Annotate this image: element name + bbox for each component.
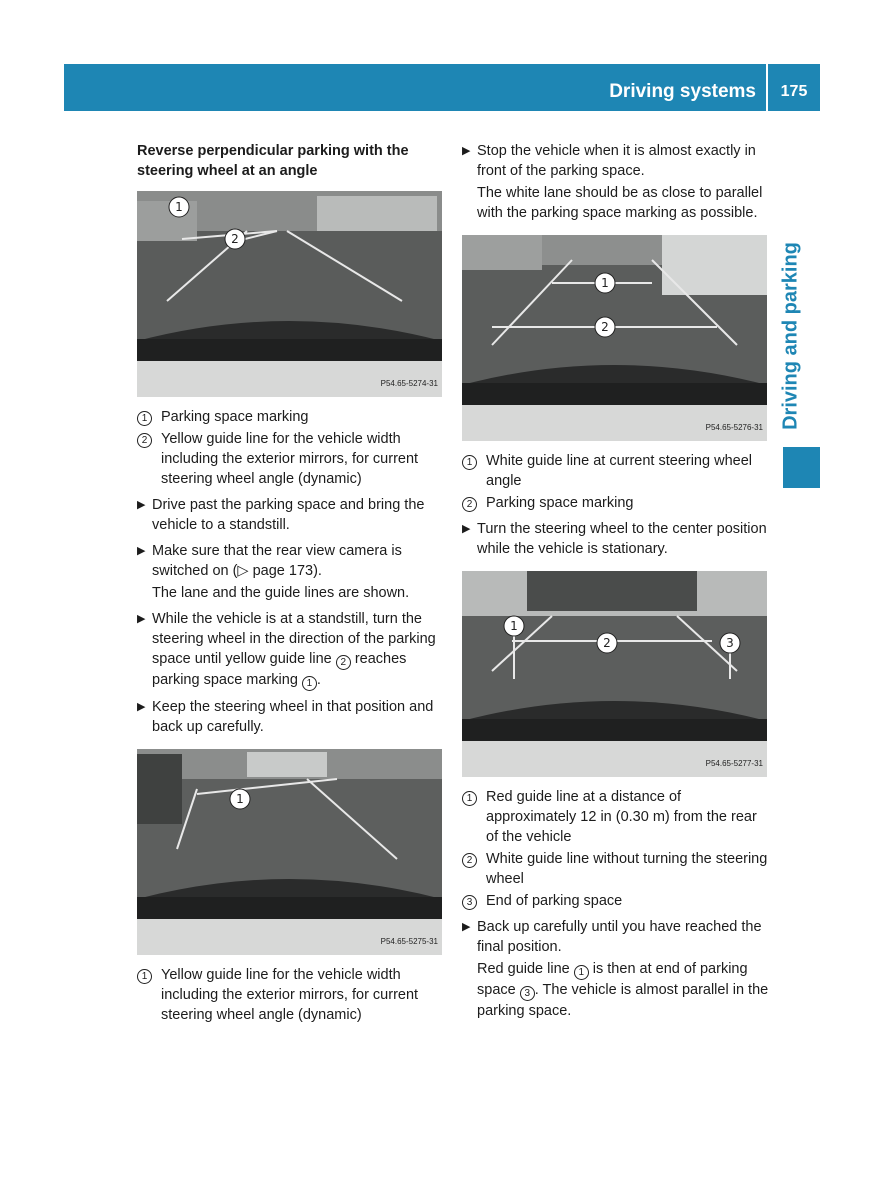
step-text-part: While the vehicle is at a standstill, turn the steering wheel in the direction of the parking space until yellow guide line	[152, 611, 436, 667]
step-arrow-icon: ▶	[137, 499, 146, 511]
camera-figure-3	[462, 235, 767, 441]
legend-item	[462, 493, 770, 513]
instruction-step	[137, 697, 445, 737]
callout-2: 2	[603, 636, 611, 650]
callout-1: 1	[510, 619, 518, 633]
side-tab	[770, 232, 812, 440]
callout-3: 3	[726, 636, 734, 650]
legend-text: White guide line at current steering wheel angle	[486, 453, 752, 489]
callout-2: 2	[231, 232, 239, 246]
instruction-step	[462, 519, 770, 559]
inline-callout: 1	[574, 965, 589, 980]
step-text: Keep the steering wheel in that position and back up carefully.	[152, 699, 434, 735]
legend-number: 2	[462, 497, 477, 512]
step-text: Drive past the parking space and bring the vehicle to a standstill.	[152, 497, 425, 533]
step-arrow-icon: ▶	[137, 613, 146, 625]
legend-item	[137, 407, 445, 427]
step-text-part: . The vehicle is almost parallel in the parking space.	[477, 982, 769, 1019]
callout-1: 1	[601, 276, 609, 290]
right-column	[462, 141, 770, 1023]
instruction-step	[462, 917, 770, 957]
side-tab-marker	[783, 447, 820, 488]
legend-number: 1	[137, 411, 152, 426]
step-text	[152, 609, 445, 691]
legend-item	[462, 787, 770, 847]
legend-text: End of parking space	[486, 893, 623, 909]
figure-code: P54.65-5275-31	[380, 937, 438, 946]
legend-number: 2	[137, 433, 152, 448]
camera-image-3	[462, 235, 767, 441]
page-number: 175	[780, 83, 808, 100]
step-continuation	[477, 959, 770, 1021]
legend-text: Yellow guide line for the vehicle width including the exterior mirrors, for current steering wheel angle (dynamic)	[161, 967, 419, 1023]
legend-number: 1	[137, 969, 152, 984]
legend-number: 1	[462, 791, 477, 806]
legend-text: Parking space marking	[486, 495, 634, 511]
legend-item	[462, 849, 770, 889]
inline-callout: 3	[520, 986, 535, 1001]
camera-figure-2	[137, 749, 442, 955]
legend-item	[462, 891, 770, 911]
instruction-step	[137, 609, 445, 691]
step-continuation: The white lane should be as close to parallel with the parking space marking as possible.	[477, 185, 763, 221]
step-arrow-icon: ▶	[462, 523, 471, 535]
callout-2: 2	[601, 320, 609, 334]
legend-text: Parking space marking	[161, 409, 309, 425]
step-continuation: The lane and the guide lines are shown.	[152, 585, 410, 601]
legend-item	[137, 965, 445, 1025]
step-text: Stop the vehicle when it is almost exactly in front of the parking space.	[477, 143, 756, 179]
camera-image-2	[137, 749, 442, 955]
figure-code: P54.65-5274-31	[380, 379, 438, 388]
step-arrow-icon: ▶	[462, 145, 471, 157]
callout-1: 1	[175, 200, 183, 214]
step-text-part: .	[316, 672, 321, 688]
legend-text: Yellow guide line for the vehicle width including the exterior mirrors, for current steering wheel angle (dynamic)	[161, 431, 419, 487]
legend-item	[462, 451, 770, 491]
step-text: Make sure that the rear view camera is switched on (▷ page 173).	[152, 543, 402, 579]
legend-number: 1	[462, 455, 477, 470]
step-text: Turn the steering wheel to the center position while the vehicle is stationary.	[477, 521, 767, 557]
instruction-step	[462, 141, 770, 181]
section-title: Driving systems	[609, 81, 756, 102]
legend-text: White guide line without turning the steering wheel	[486, 851, 768, 887]
camera-image-1	[137, 191, 442, 397]
step-arrow-icon: ▶	[462, 921, 471, 933]
inline-callout: 1	[302, 676, 317, 691]
header-bar	[64, 64, 820, 111]
legend-number: 2	[462, 853, 477, 868]
figure-code: P54.65-5276-31	[705, 423, 763, 432]
inline-callout: 2	[336, 655, 351, 670]
camera-figure-4	[462, 571, 767, 777]
camera-figure-1	[137, 191, 442, 397]
step-text: Back up carefully until you have reached the final position.	[477, 919, 762, 955]
step-arrow-icon: ▶	[137, 701, 146, 713]
legend-item	[137, 429, 445, 489]
instruction-step	[137, 495, 445, 535]
step-text-part: Red guide line	[477, 961, 570, 977]
camera-image-4	[462, 571, 767, 777]
side-tab-label: Driving and parking	[779, 242, 802, 430]
instruction-step	[137, 541, 445, 581]
step-text-part: reaches parking space marking	[152, 651, 407, 688]
callout-1: 1	[236, 792, 244, 806]
legend-text: Red guide line at a distance of approximately 12 in (0.30 m) from the rear of the vehicle	[486, 789, 757, 845]
step-text-part: is then at end of parking space	[477, 961, 748, 998]
step-arrow-icon: ▶	[137, 545, 146, 557]
figure-code: P54.65-5277-31	[705, 759, 763, 768]
left-column	[137, 141, 445, 1027]
legend-number: 3	[462, 895, 477, 910]
section-heading: Reverse perpendicular parking with the steering wheel at an angle	[137, 143, 409, 179]
